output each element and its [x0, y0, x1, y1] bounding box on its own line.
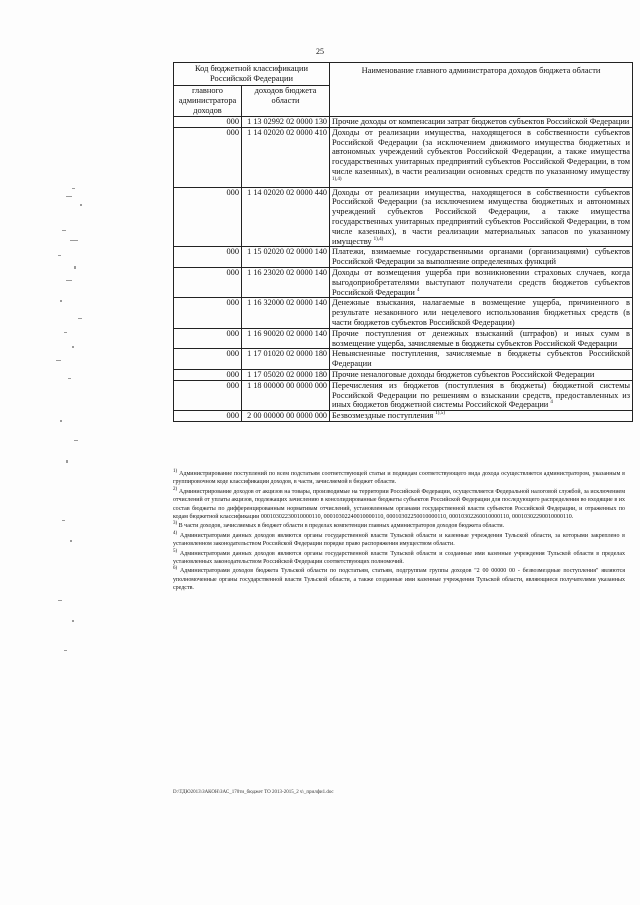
- header-administrator-name: Наименование главного администратора доходов бюджета области: [330, 63, 633, 117]
- table-row: [174, 267, 633, 297]
- footnote-mark: 2): [173, 486, 178, 492]
- admin-code-cell: 000: [174, 349, 242, 370]
- table-row: [174, 369, 633, 380]
- admin-code-cell: 000: [174, 247, 242, 268]
- description-cell: [330, 117, 633, 128]
- footnote-mark: 4): [173, 530, 178, 536]
- admin-code-cell: 000: [174, 328, 242, 349]
- income-code-cell: 1 17 05020 02 0000 180: [242, 369, 330, 380]
- table-row: [174, 380, 633, 410]
- footnote-mark: 3): [173, 521, 178, 527]
- income-code-cell: 1 16 23020 02 0000 140: [242, 267, 330, 297]
- description-text: Невыясненные поступления, зачисляемые в бюджеты субъектов Российской Федерации: [332, 349, 630, 369]
- footnote-text: Администраторами данных доходов являются органы государственной власти Тульской области и созданные ими казенные учреждения Тульской области в пределах установленных законодательством Российской Федерации соответствующих полномочий.: [173, 550, 626, 566]
- description-text: Прочие неналоговые доходы бюджетов субъектов Российской Федерации: [332, 369, 595, 379]
- description-cell: [330, 349, 633, 370]
- table-row: [174, 411, 633, 422]
- table-row: [174, 117, 633, 128]
- admin-code-cell: 000: [174, 411, 242, 422]
- footnote: [173, 488, 625, 522]
- admin-code-cell: 000: [174, 127, 242, 187]
- footnote-text: Администрирование доходов от акцизов на товары, производимые на территории Российской Федерации, осуществляется Федеральной налоговой службой, за исключением отчислений от уплаты акцизов, подлежащих зачислению в консолидированные бюджеты субъектов Российской Федерации для последующего распределения во входящие в их состав бюджеты по дифференцированным нормативам отчислений, установленным органами государственной власти субъектов Российской Федерации, и отраженных по кодам бюджетной классификации 00010302230010000110, 00010302240010000110, 00010302250010000110, 00010302260010000110, 00010302290010000110.: [173, 488, 626, 521]
- description-cell: [330, 328, 633, 349]
- header-budget-income: доходов бюджета области: [242, 86, 330, 117]
- admin-code-cell: 000: [174, 187, 242, 247]
- footnote-text: Администраторами данных доходов являются органы государственной власти Тульской области и казенные учреждения Тульской области, за которыми закреплено в установленном законодательством Российской Федерации порядке право распоряжения имуществом области.: [173, 532, 626, 548]
- description-text: Платежи, взимаемые государственными органами (организациями) субъектов Российской Федерации за выполнение определенных функций: [332, 247, 630, 267]
- income-code-cell: 1 14 02020 02 0000 440: [242, 187, 330, 247]
- footnotes: [173, 470, 625, 594]
- income-code-cell: 1 18 00000 00 0000 000: [242, 380, 330, 410]
- footnote: [173, 470, 625, 487]
- admin-code-cell: 000: [174, 380, 242, 410]
- description-text: Доходы от реализации имущества, находящегося в собственности субъектов Российской Федерации (за исключением имущества бюджетных и автономных учреждений субъектов Российской Федерации, а также имущества государственных унитарных предприятий субъектов Российской Федерации, в том числе казенных), в части реализации материальных запасов по указанному имуществу: [332, 187, 630, 246]
- description-cell: [330, 127, 633, 187]
- description-text: Безвозмездные поступления: [332, 411, 434, 421]
- description-cell: [330, 187, 633, 247]
- table-row: [174, 298, 633, 328]
- admin-code-cell: 000: [174, 298, 242, 328]
- table-row: [174, 187, 633, 247]
- table-row: [174, 247, 633, 268]
- footnote-reference: 4: [417, 287, 420, 293]
- description-cell: [330, 380, 633, 410]
- footnote-reference: 1),4): [373, 236, 384, 242]
- footnote-text: Администраторами доходов бюджета Тульской области по подстатьям, статьям, подгруппам группы доходов "2 00 00000 00 - безвозмездные поступления" являются уполномоченные органы государственной власти Тульской области, а также созданные ими казенные учреждения Тульской области, являющиеся получателями указанных средств.: [173, 568, 625, 592]
- description-cell: [330, 267, 633, 297]
- footnote: [173, 567, 625, 592]
- description-text: Доходы от реализации имущества, находящегося в собственности субъектов Российской Федерации (за исключением движимого имущества бюджетных и автономных учреждений субъектов Российской Федерации, а также имущества государственных унитарных предприятий субъектов Российской Федерации, в том числе казенных), в части реализации основных средств по указанному имуществу: [332, 127, 630, 176]
- page-number: 25: [316, 47, 324, 56]
- description-text: Прочие поступления от денежных взысканий (штрафов) и иных сумм в возмещение ущерба, зачисляемые в бюджеты субъектов Российской Федерации: [332, 328, 630, 348]
- footnote: [173, 550, 625, 567]
- income-code-cell: 1 16 32000 02 0000 140: [242, 298, 330, 328]
- description-text: Перечисления из бюджетов (поступления в бюджеты) бюджетной системы Российской Федерации по решениям о взыскании средств, предоставленных из иных бюджетов бюджетной системы Российской Федерации: [332, 380, 630, 410]
- scan-noise: [0, 0, 110, 905]
- income-code-cell: 1 14 02020 02 0000 410: [242, 127, 330, 187]
- budget-classification-table: [173, 62, 633, 422]
- footnote: [173, 522, 625, 530]
- description-text: Доходы от возмещения ущерба при возникновении страховых случаев, когда выгодоприобретателями выступают получатели средств бюджетов субъектов Российской Федерации: [332, 267, 630, 297]
- income-code-cell: 1 16 90020 02 0000 140: [242, 328, 330, 349]
- footnote-mark: 6): [173, 566, 178, 572]
- footnote-text: В части доходов, зачисляемых в бюджет области в пределах компетенции главных администраторов доходов бюджета области.: [178, 523, 505, 530]
- footnote-mark: 1): [173, 469, 178, 474]
- header-classification-code: Код бюджетной классификации Российской Федерации: [174, 63, 330, 86]
- header-main-administrator: главного администратора доходов: [174, 86, 242, 117]
- table-row: [174, 127, 633, 187]
- income-code-cell: 1 17 01020 02 0000 180: [242, 349, 330, 370]
- description-cell: [330, 411, 633, 422]
- description-cell: [330, 247, 633, 268]
- income-code-cell: 1 13 02992 02 0000 130: [242, 117, 330, 128]
- document-file-path: D:\ТДЮ2013\ЗАКОН\ЗАС_170ти_бюджет ТО 2013-2015_2 ч\_прилфи1.doc: [173, 790, 334, 795]
- income-code-cell: 2 00 00000 00 0000 000: [242, 411, 330, 422]
- table-row: [174, 328, 633, 349]
- description-cell: [330, 369, 633, 380]
- admin-code-cell: 000: [174, 117, 242, 128]
- footnote-reference: 1),5): [435, 411, 445, 417]
- footnote-reference: 1),4): [332, 176, 342, 182]
- footnote-reference: 4: [550, 400, 553, 406]
- description-text: Прочие доходы от компенсации затрат бюджетов субъектов Российской Федерации: [332, 117, 630, 126]
- admin-code-cell: 000: [174, 267, 242, 297]
- description-cell: [330, 298, 633, 328]
- admin-code-cell: 000: [174, 369, 242, 380]
- footnote: [173, 532, 625, 549]
- income-code-cell: 1 15 02020 02 0000 140: [242, 247, 330, 268]
- table-body: [174, 117, 633, 422]
- table-row: [174, 349, 633, 370]
- footnote-text: Администрирование поступлений по всем подстатьям соответствующей статьи и подвидам соответствующего вида дохода осуществляется администратором, указанным в группировочном коде классификации доходов, в части, зачисляемой в бюджет области.: [173, 471, 625, 486]
- footnote-mark: 5): [173, 548, 178, 554]
- description-text: Денежные взыскания, налагаемые в возмещение ущерба, причиненного в результате незаконного или нецелевого использования бюджетных средств (в части бюджетов субъектов Российской Федерации): [332, 298, 630, 327]
